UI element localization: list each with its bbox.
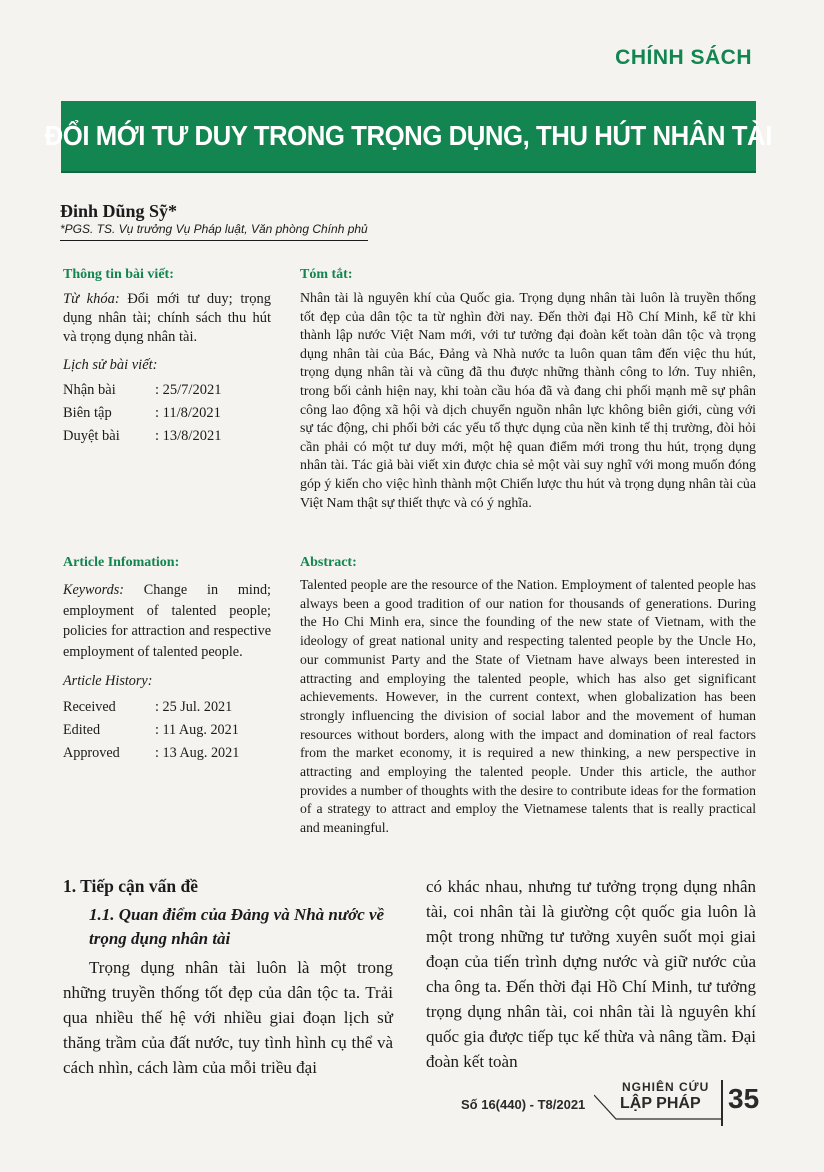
keywords-en-label: Keywords:: [63, 582, 124, 598]
history-label: Duyệt bài: [63, 428, 120, 444]
history-value: : 13/8/2021: [155, 428, 222, 444]
section-heading: 1. Tiếp cận vấn đề: [63, 876, 199, 896]
keywords-en-text: Change in mind; employment of talented people; policies for attraction and respective employment of talented people.: [63, 582, 271, 660]
history-label: Approved: [63, 744, 120, 761]
info-en-block: [63, 580, 271, 765]
issue-number: Số 16(440) - T8/2021: [461, 1097, 586, 1112]
section-label: CHÍNH SÁCH: [615, 46, 752, 69]
footer-separator: [721, 1080, 723, 1126]
abstract-en-heading: Abstract:: [300, 555, 357, 570]
summary-vi-heading: Tóm tắt:: [300, 267, 353, 282]
history-label: Edited: [63, 721, 101, 738]
history-label: Received: [63, 698, 116, 715]
history-label: Biên tập: [63, 405, 112, 421]
keywords-en: [63, 580, 271, 662]
abstract-en-text: Talented people are the resource of the Nation. Employment of talented people has always been a good tradition of our nation for thousands of generations. During the Ho Chi Minh era, since the founding of the new state of Vietnam, with the ideology of great national unity and respecting talented people by the Uncle Ho, our communist Party and the State of Vietnam have always been interested in attracting and employing the talented people, which has also get significant achievements. However, in the current context, when globalization has been strongly influencing the division of social labor and the movement of human resources without borders, along with the impact and domination of real factors from the market economy, it is required a new thinking, a new perspective in attracting and employing the talented people. Under this article, the author provides a number of thoughts with the desire to contribute ideas for the formation of a strategy to attract and employ the Vietnamese talents that is really practical and meaningful.: [300, 577, 756, 836]
history-value: : 25 Jul. 2021: [155, 698, 233, 715]
subsection-heading: 1.1. Quan điểm của Đảng và Nhà nước về trọng dụng nhân tài: [89, 905, 385, 948]
keywords-vi: [63, 290, 271, 347]
history-en-label: Article History:: [63, 673, 153, 689]
body-column-right: có khác nhau, nhưng tư tưởng trọng dụng nhân tài, coi nhân tài là giường cột quốc gia luôn là một trong những tư tưởng xuyên suốt mọi giai đoạn của tiến trình dựng nước và giữ nước của cha ông ta. Đến thời đại Hồ Chí Minh, tư tưởng trọng dụng nhân tài, coi nhân tài là nguyên khí quốc gia được tiếp tục kế thừa và nâng tầm. Đại đoàn kết toàn: [426, 877, 756, 1071]
article-title: ĐỔI MỚI TƯ DUY TRONG TRỌNG DỤNG, THU HÚT NHÂN TÀI: [44, 120, 773, 151]
author-name: Đinh Dũng Sỹ*: [60, 201, 178, 221]
history-row: [63, 696, 271, 719]
author-affiliation: *PGS. TS. Vụ trưởng Vụ Pháp luật, Văn phòng Chính phủ: [60, 222, 368, 241]
page-number: 35: [728, 1083, 760, 1114]
summary-vi-text: Nhân tài là nguyên khí của Quốc gia. Trọng dụng nhân tài luôn là truyền thống tốt đẹp của dân tộc ta từ nghìn đời nay. Đến thời đại Hồ Chí Minh, kể từ khi thành lập nước Việt Nam mới, với tư tưởng đại đoàn kết toàn dân tộc và trọng dụng nhân tài của Bác, Đảng và Nhà nước ta luôn quan tâm đến việc thu hút, trọng dụng nhân tài và cũng đã thu được những thành công to lớn. Tuy nhiên, trong bối cảnh hiện nay, khi toàn cầu hóa đã và đang chi phối mạnh mẽ sự phân công lao động xã hội và dịch chuyển nguồn nhân lực không biên giới, cùng với sự tác động, chi phối bởi các yếu tố thực dụng của nền kinh tế thị trường, đòi hỏi cần phải có một tư duy mới, một hệ quan điểm mới trong thu hút, trọng dụng nhân tài. Tác giả bài viết xin được chia sẻ một vài suy nghĩ với mong muốn đóng góp ý kiến cho việc hình thành một Chiến lược thu hút và trọng dụng nhân tài của Việt Nam thật sự thiết thực và có ý nghĩa.: [300, 291, 756, 511]
history-value: : 13 Aug. 2021: [155, 744, 240, 761]
journal-brand-main: LẬP PHÁP: [620, 1095, 701, 1112]
info-en-heading: Article Infomation:: [63, 555, 180, 570]
journal-brand-top: NGHIÊN CỨU: [622, 1080, 710, 1094]
history-value: : 11/8/2021: [155, 405, 221, 421]
history-row: [63, 742, 271, 765]
history-value: : 11 Aug. 2021: [155, 721, 239, 738]
keywords-vi-label: Từ khóa:: [63, 291, 120, 307]
history-label: Nhận bài: [63, 382, 116, 398]
history-row: [63, 379, 271, 402]
history-row: [63, 425, 271, 448]
keywords-vi-text: Đổi mới tư duy; trọng dụng nhân tài; chính sách thu hút và trọng dụng nhân tài.: [63, 291, 271, 345]
history-row: [63, 719, 271, 742]
info-vi-block: [63, 290, 271, 448]
history-row: [63, 402, 271, 425]
history-vi-label: Lịch sử bài viết:: [63, 357, 158, 373]
info-vi-heading: Thông tin bài viết:: [63, 267, 174, 282]
title-banner: [44, 101, 773, 171]
history-value: : 25/7/2021: [155, 382, 222, 398]
body-paragraph: Trọng dụng nhân tài luôn là một trong những truyền thống tốt đẹp của dân tộc ta. Trải qua nhiều thế hệ với nhiều giai đoạn lịch sử thăng trầm của đất nước, tuy tình hình cụ thể và cách nhìn, cách làm của mỗi triều đại: [63, 958, 393, 1077]
body-column-left: [63, 874, 393, 1080]
